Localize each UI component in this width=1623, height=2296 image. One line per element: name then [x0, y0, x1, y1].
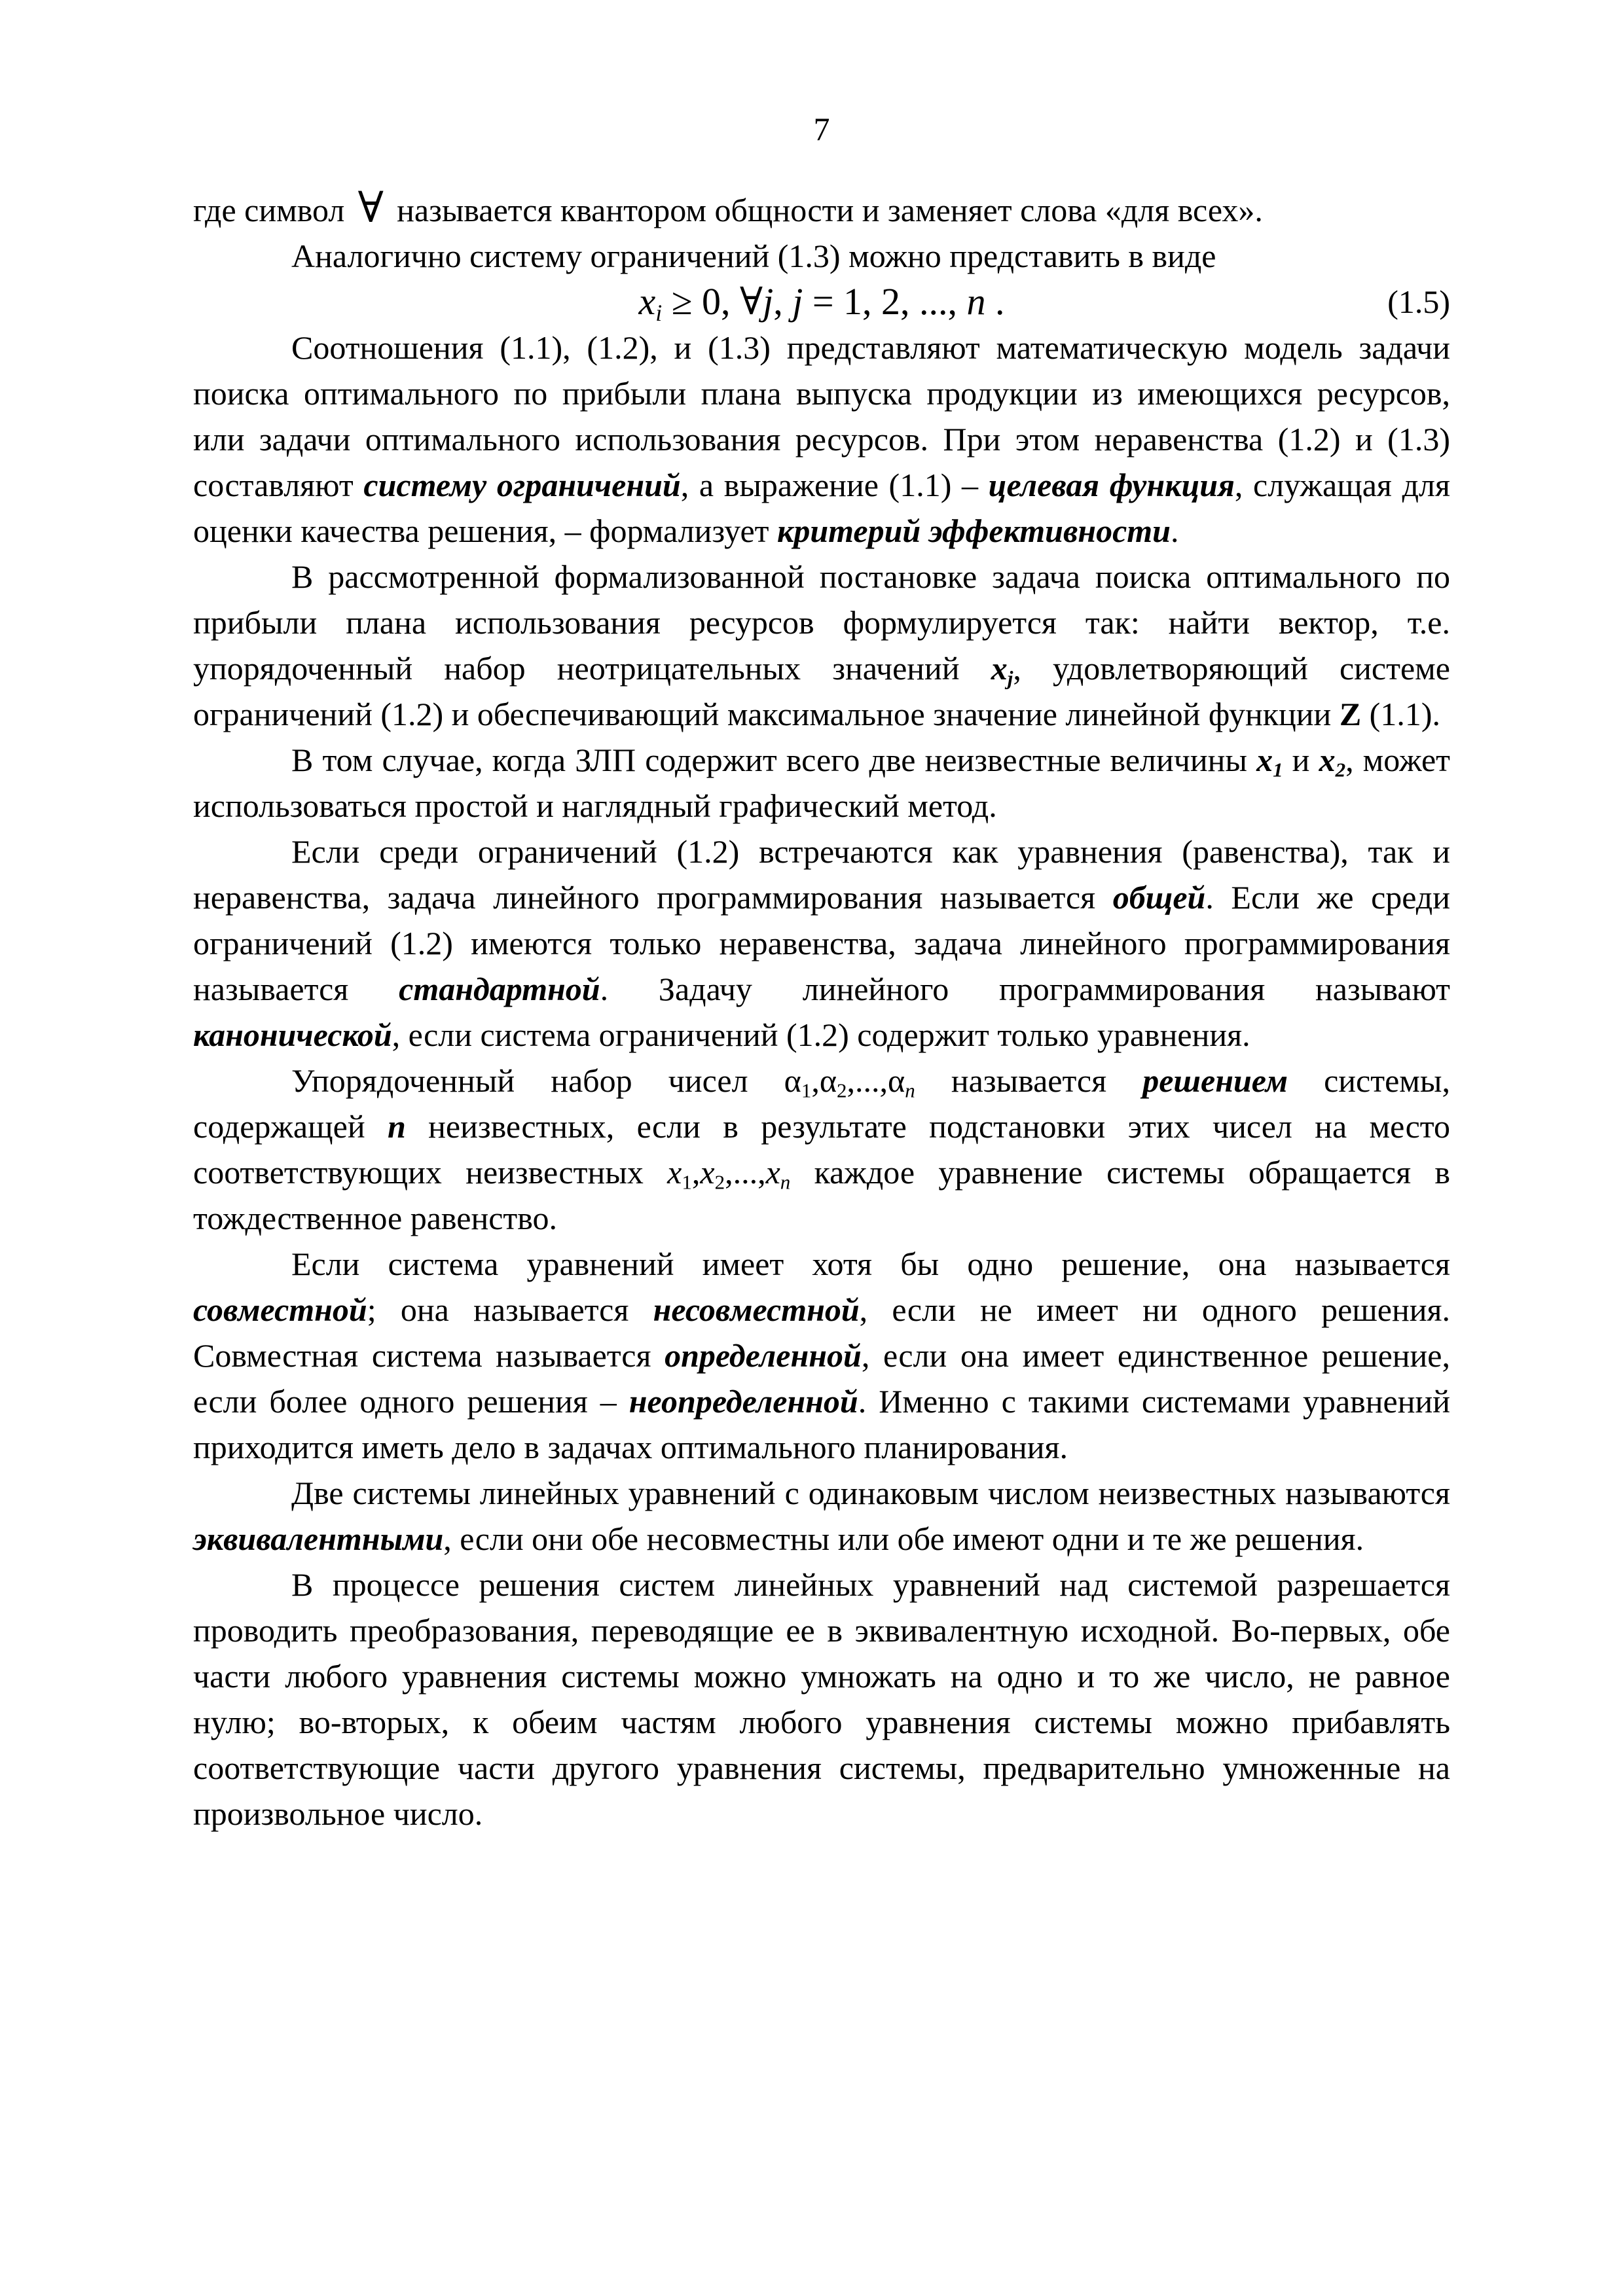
text-run: Две системы линейных уравнений с одинаковым числом неизвестных называются [291, 1475, 1450, 1511]
text-run: стандартной [399, 971, 600, 1007]
text-run: неопределенной [629, 1383, 858, 1420]
text-run: , [773, 280, 793, 323]
formula-1-5 [193, 279, 1450, 325]
text-run: ≥ 0, [662, 280, 740, 323]
subscript: 1 [1273, 758, 1283, 781]
text-run: общей [1112, 879, 1206, 916]
text-run: совместной [193, 1291, 367, 1328]
text-run: α [784, 1062, 801, 1099]
text-run: j [792, 280, 803, 323]
text-run: x [700, 1154, 715, 1191]
text-run: . Если же среди ограничений (1.2) имеются только неравенства, задача линейного программирования называется [193, 879, 1450, 1007]
text-run: решением [1142, 1062, 1288, 1099]
subscript: 2 [1335, 758, 1346, 781]
text-run: , может использоваться простой и наглядный графический метод. [193, 742, 1450, 824]
text-run: системы, содержащей [193, 1062, 1451, 1145]
text-run: j [763, 280, 774, 323]
text-run: α [888, 1062, 905, 1099]
text-run: , если они обе несовместны или обе имеют одни и те же решения. [443, 1520, 1364, 1557]
text-run: ,..., [847, 1062, 888, 1099]
text-run: Соотношения (1.1), (1.2), и (1.3) представляют математическую модель задачи поиска оптимального по прибыли плана выпуска продукции из имеющихся ресурсов, или задачи оптимального использования ресурсов. При этом неравенства (1.2) и (1.3) составляют [193, 329, 1450, 503]
text-run: x [667, 1154, 682, 1191]
text-run: Упорядоченный набор чисел [291, 1062, 784, 1099]
subscript: 1 [682, 1170, 692, 1194]
text-run: ∀ [357, 185, 384, 232]
text-run: каждое уравнение системы обращается в тождественное равенство. [193, 1154, 1451, 1236]
subscript: 2 [837, 1079, 847, 1102]
formula-body [638, 280, 1005, 327]
paragraph [193, 187, 1450, 233]
text-run: целевая функция [988, 467, 1235, 503]
text-run: . [1170, 512, 1179, 549]
page-number: 7 [813, 111, 830, 147]
text-run: где символ [193, 192, 353, 228]
text-run: , а выражение (1.1) – [680, 467, 989, 503]
text-run: , удовлетворяющий системе ограничений (1.2) и обеспечивающий максимальное значение линейной функции [193, 650, 1451, 732]
text-run: и [1283, 742, 1319, 778]
text-run: x [991, 650, 1008, 687]
text-run: x [638, 280, 656, 323]
paragraph [193, 1562, 1450, 1837]
subscript: 1 [801, 1079, 812, 1102]
paragraph [193, 829, 1450, 1058]
text-run: . Задачу линейного программирования называют [600, 971, 1451, 1007]
text-run: Если система уравнений имеет хотя бы одно решение, она называется [291, 1246, 1450, 1282]
text-run: неизвестных, если в результате подстановки этих чисел на место соответствующих неизвестных [193, 1108, 1450, 1191]
text-run: определенной [665, 1337, 862, 1374]
text-run: В том случае, когда ЗЛП содержит всего две неизвестные величины [291, 742, 1257, 778]
text-run: n [387, 1108, 406, 1145]
paragraph [193, 1241, 1450, 1470]
text-run: В рассмотренной формализованной постановке задача поиска оптимального по прибыли плана использования ресурсов формулируется так: найти вектор, т.е. упорядоченный набор неотрицательных значений [193, 558, 1450, 687]
text-run: , если система ограничений (1.2) содержит только уравнения. [392, 1016, 1250, 1053]
paragraph [193, 233, 1450, 279]
text-run: x [1319, 742, 1336, 778]
document-content [193, 187, 1450, 1837]
text-run: , если не имеет ни одного решения. Совместная система называется [193, 1291, 1451, 1374]
subscript: j [1007, 666, 1013, 690]
text-run: = 1, 2, ..., [803, 280, 967, 323]
text-run: , [811, 1062, 820, 1099]
text-run: (1.1). [1361, 696, 1440, 732]
text-run: . [985, 280, 1005, 323]
subscript: i [655, 300, 663, 327]
text-run: Если среди ограничений (1.2) встречаются как уравнения (равенства), так и неравенства, задача линейного программирования называется [193, 833, 1450, 916]
paragraph [193, 1470, 1450, 1562]
text-run: систему ограничений [363, 467, 681, 503]
text-run: ∀ [740, 280, 763, 323]
text-run: называется квантором общности и заменяет слова «для всех». [388, 192, 1263, 228]
paragraph [193, 1058, 1450, 1241]
text-run: α [819, 1062, 837, 1099]
text-run: В процессе решения систем линейных уравнений над системой разрешается проводить преобразования, переводящие ее в эквивалентную исходной. Во-первых, обе части любого уравнения системы можно умножать на одно и то же число, не равное нулю; во-вторых, к обеим частям любого уравнения системы можно прибавлять соответствующие части другого уравнения системы, предварительно умноженные на произвольное число. [193, 1566, 1450, 1832]
text-run: называется [915, 1062, 1143, 1099]
text-run: x [765, 1154, 780, 1191]
text-run: Аналогично систему ограничений (1.3) можно представить в виде [291, 238, 1216, 274]
text-run: x [1256, 742, 1273, 778]
paragraph [193, 554, 1450, 737]
text-run: ; она называется [367, 1291, 653, 1328]
subscript: 2 [714, 1170, 725, 1194]
text-run: несовместной [653, 1291, 860, 1328]
equation-number: (1.5) [1387, 283, 1450, 320]
text-run: , [691, 1154, 701, 1191]
text-run: критерий эффективности [777, 512, 1171, 549]
text-run: , если она имеет единственное решение, если более одного решения – [193, 1337, 1450, 1420]
subscript: n [780, 1170, 791, 1194]
paragraph [193, 325, 1450, 554]
text-run: Z [1339, 696, 1362, 732]
subscript: n [905, 1079, 915, 1102]
text-run: канонической [193, 1016, 392, 1053]
text-run: n [966, 280, 986, 323]
text-run: эквивалентными [193, 1520, 444, 1557]
text-run: ,..., [725, 1154, 766, 1191]
paragraph [193, 737, 1450, 829]
text-run: . Именно с такими системами уравнений приходится иметь дело в задачах оптимального планирования. [193, 1383, 1450, 1465]
text-run: , служащая для оценки качества решения, – формализует [193, 467, 1450, 549]
